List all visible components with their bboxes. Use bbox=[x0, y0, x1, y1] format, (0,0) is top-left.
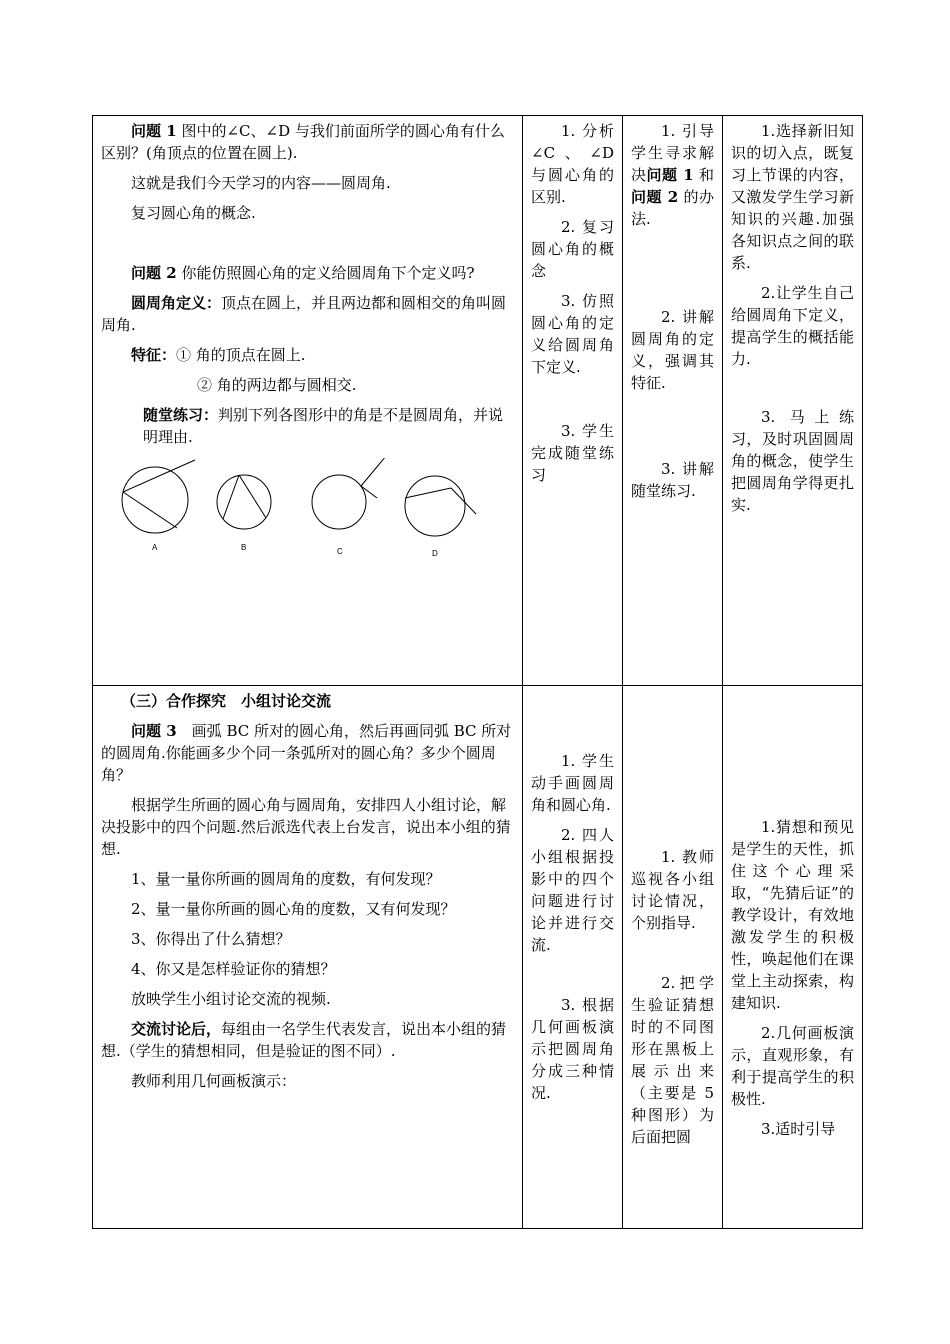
student-activity-4: 3. 学生完成随堂练习 bbox=[531, 422, 614, 484]
table-row-1 bbox=[93, 116, 863, 686]
student-activity-7: 3. 根据几何画板演示把圆周角分成三种情况. bbox=[531, 996, 614, 1102]
content-cell-1 bbox=[93, 116, 523, 686]
review-line: 复习圆心角的概念. bbox=[131, 204, 256, 222]
student-activity-cell-2 bbox=[523, 686, 623, 1229]
teacher-activity-4: 1. 教师巡视各小组讨论情况，个别指导. bbox=[631, 848, 714, 932]
discussion-question-4: 4、你又是怎样验证你的猜想？ bbox=[131, 960, 336, 978]
demo-line: 教师利用几何画板演示： bbox=[131, 1072, 297, 1090]
practice: 随堂练习：判别下列各图形中的角是不是圆周角，并说明理由. bbox=[143, 406, 504, 446]
figure-label-c: C bbox=[337, 547, 343, 556]
teacher-activity-1: 1. 引导学生寻求解决问题 1 和 问题 2 的办法. bbox=[631, 122, 714, 228]
figure-a bbox=[122, 460, 195, 552]
student-activity-5: 1. 学生动手画圆周角和圆心角. bbox=[531, 752, 614, 814]
figure-label-a: A bbox=[152, 543, 158, 552]
discussion-question-1: 1、量一量你所画的圆周角的度数，有何发现？ bbox=[131, 870, 441, 888]
feature-2: ② 角的两边都与圆相交. bbox=[197, 376, 357, 394]
figure-c bbox=[312, 458, 386, 556]
topic-line: 这就是我们今天学习的内容——圆周角. bbox=[131, 174, 391, 192]
question-3: 问题 3 画弧 BC 所对的圆心角，然后再画同弧 BC 所对的圆周角.你能画多少个同一条弧所对的圆心角？多少个圆周角？ bbox=[101, 722, 512, 784]
video-line: 放映学生小组讨论交流的视频. bbox=[131, 990, 331, 1008]
content-cell-2 bbox=[93, 686, 523, 1229]
lesson-plan-page bbox=[92, 115, 862, 1229]
design-intent-cell-1 bbox=[723, 116, 863, 686]
design-intent-5: 2.几何画板演示，直观形象，有利于提高学生的积极性. bbox=[731, 1024, 854, 1108]
design-intent-3: 3. 马上练习，及时巩固圆周角的概念，使学生把圆周角学得更扎实. bbox=[731, 408, 854, 514]
question-2: 问题 2 你能仿照圆心角的定义给圆周角下个定义吗? bbox=[131, 264, 475, 282]
teacher-activity-cell-1 bbox=[623, 116, 723, 686]
feature-1: 特征：① 角的顶点在圆上. bbox=[131, 346, 306, 364]
student-activity-6: 2. 四人小组根据投影中的四个问题进行讨论并进行交流. bbox=[531, 826, 614, 954]
teacher-activity-5: 2.把学生验证猜想时的不同图形在黑板上展示出来（主要是 5 种图形）为后面把圆 bbox=[631, 974, 714, 1146]
design-intent-1: 1.选择新旧知识的切入点，既复习上节课的内容，又激发学生学习新知识的兴趣.加强各知识点之间的联系. bbox=[731, 122, 854, 272]
figure-label-d: D bbox=[432, 549, 438, 558]
group-arrangement: 根据学生所画的圆心角与圆周角，安排四人小组讨论，解决投影中的四个问题.然后派选代表上台发言，说出本小组的猜想. bbox=[101, 796, 511, 858]
teacher-activity-2: 2. 讲解圆周角的定义，强调其特征. bbox=[631, 308, 714, 392]
design-intent-6: 3.适时引导 bbox=[761, 1120, 836, 1138]
exchange-paragraph: 交流讨论后，每组由一名学生代表发言，说出本小组的猜想.（学生的猜想相同，但是验证的图不同）. bbox=[101, 1020, 507, 1060]
design-intent-4: 1.猜想和预见是学生的天性，抓住这个心理采取，“先猜后证”的教学设计，有效地激发学生的积极性，唤起他们在课堂上主动探索，构建知识. bbox=[731, 818, 854, 1012]
discussion-question-2: 2、量一量你所画的圆心角的度数，又有何发现？ bbox=[131, 900, 456, 918]
design-intent-cell-2 bbox=[723, 686, 863, 1229]
design-intent-2: 2.让学生自己给圆周角下定义，提高学生的概括能力. bbox=[731, 284, 854, 368]
student-activity-cell-1 bbox=[523, 116, 623, 686]
section-heading: （三）合作探究 小组讨论交流 bbox=[121, 692, 332, 710]
table-row-2 bbox=[93, 686, 863, 1229]
teacher-activity-cell-2 bbox=[623, 686, 723, 1229]
question-1: 问题 1 图中的∠C、∠D 与我们前面所学的圆心角有什么区别？(角顶点的位置在圆上). bbox=[101, 122, 505, 162]
figure-b bbox=[217, 475, 271, 552]
student-activity-3: 3. 仿照圆心角的定义给圆周角下定义. bbox=[531, 292, 614, 376]
definition: 圆周角定义：顶点在圆上，并且两边都和圆相交的角叫圆周角. bbox=[101, 294, 507, 334]
practice-figures bbox=[101, 458, 511, 558]
student-activity-2: 2. 复习圆心角的概念 bbox=[531, 218, 614, 280]
discussion-question-3: 3、你得出了什么猜想？ bbox=[131, 930, 291, 948]
figure-label-b: B bbox=[241, 543, 247, 552]
lesson-plan-table bbox=[92, 115, 863, 1229]
teacher-activity-3: 3. 讲解随堂练习. bbox=[631, 460, 714, 500]
figure-d bbox=[405, 476, 476, 558]
student-activity-1: 1. 分析∠C、∠D 与圆心角的区别. bbox=[531, 122, 614, 206]
